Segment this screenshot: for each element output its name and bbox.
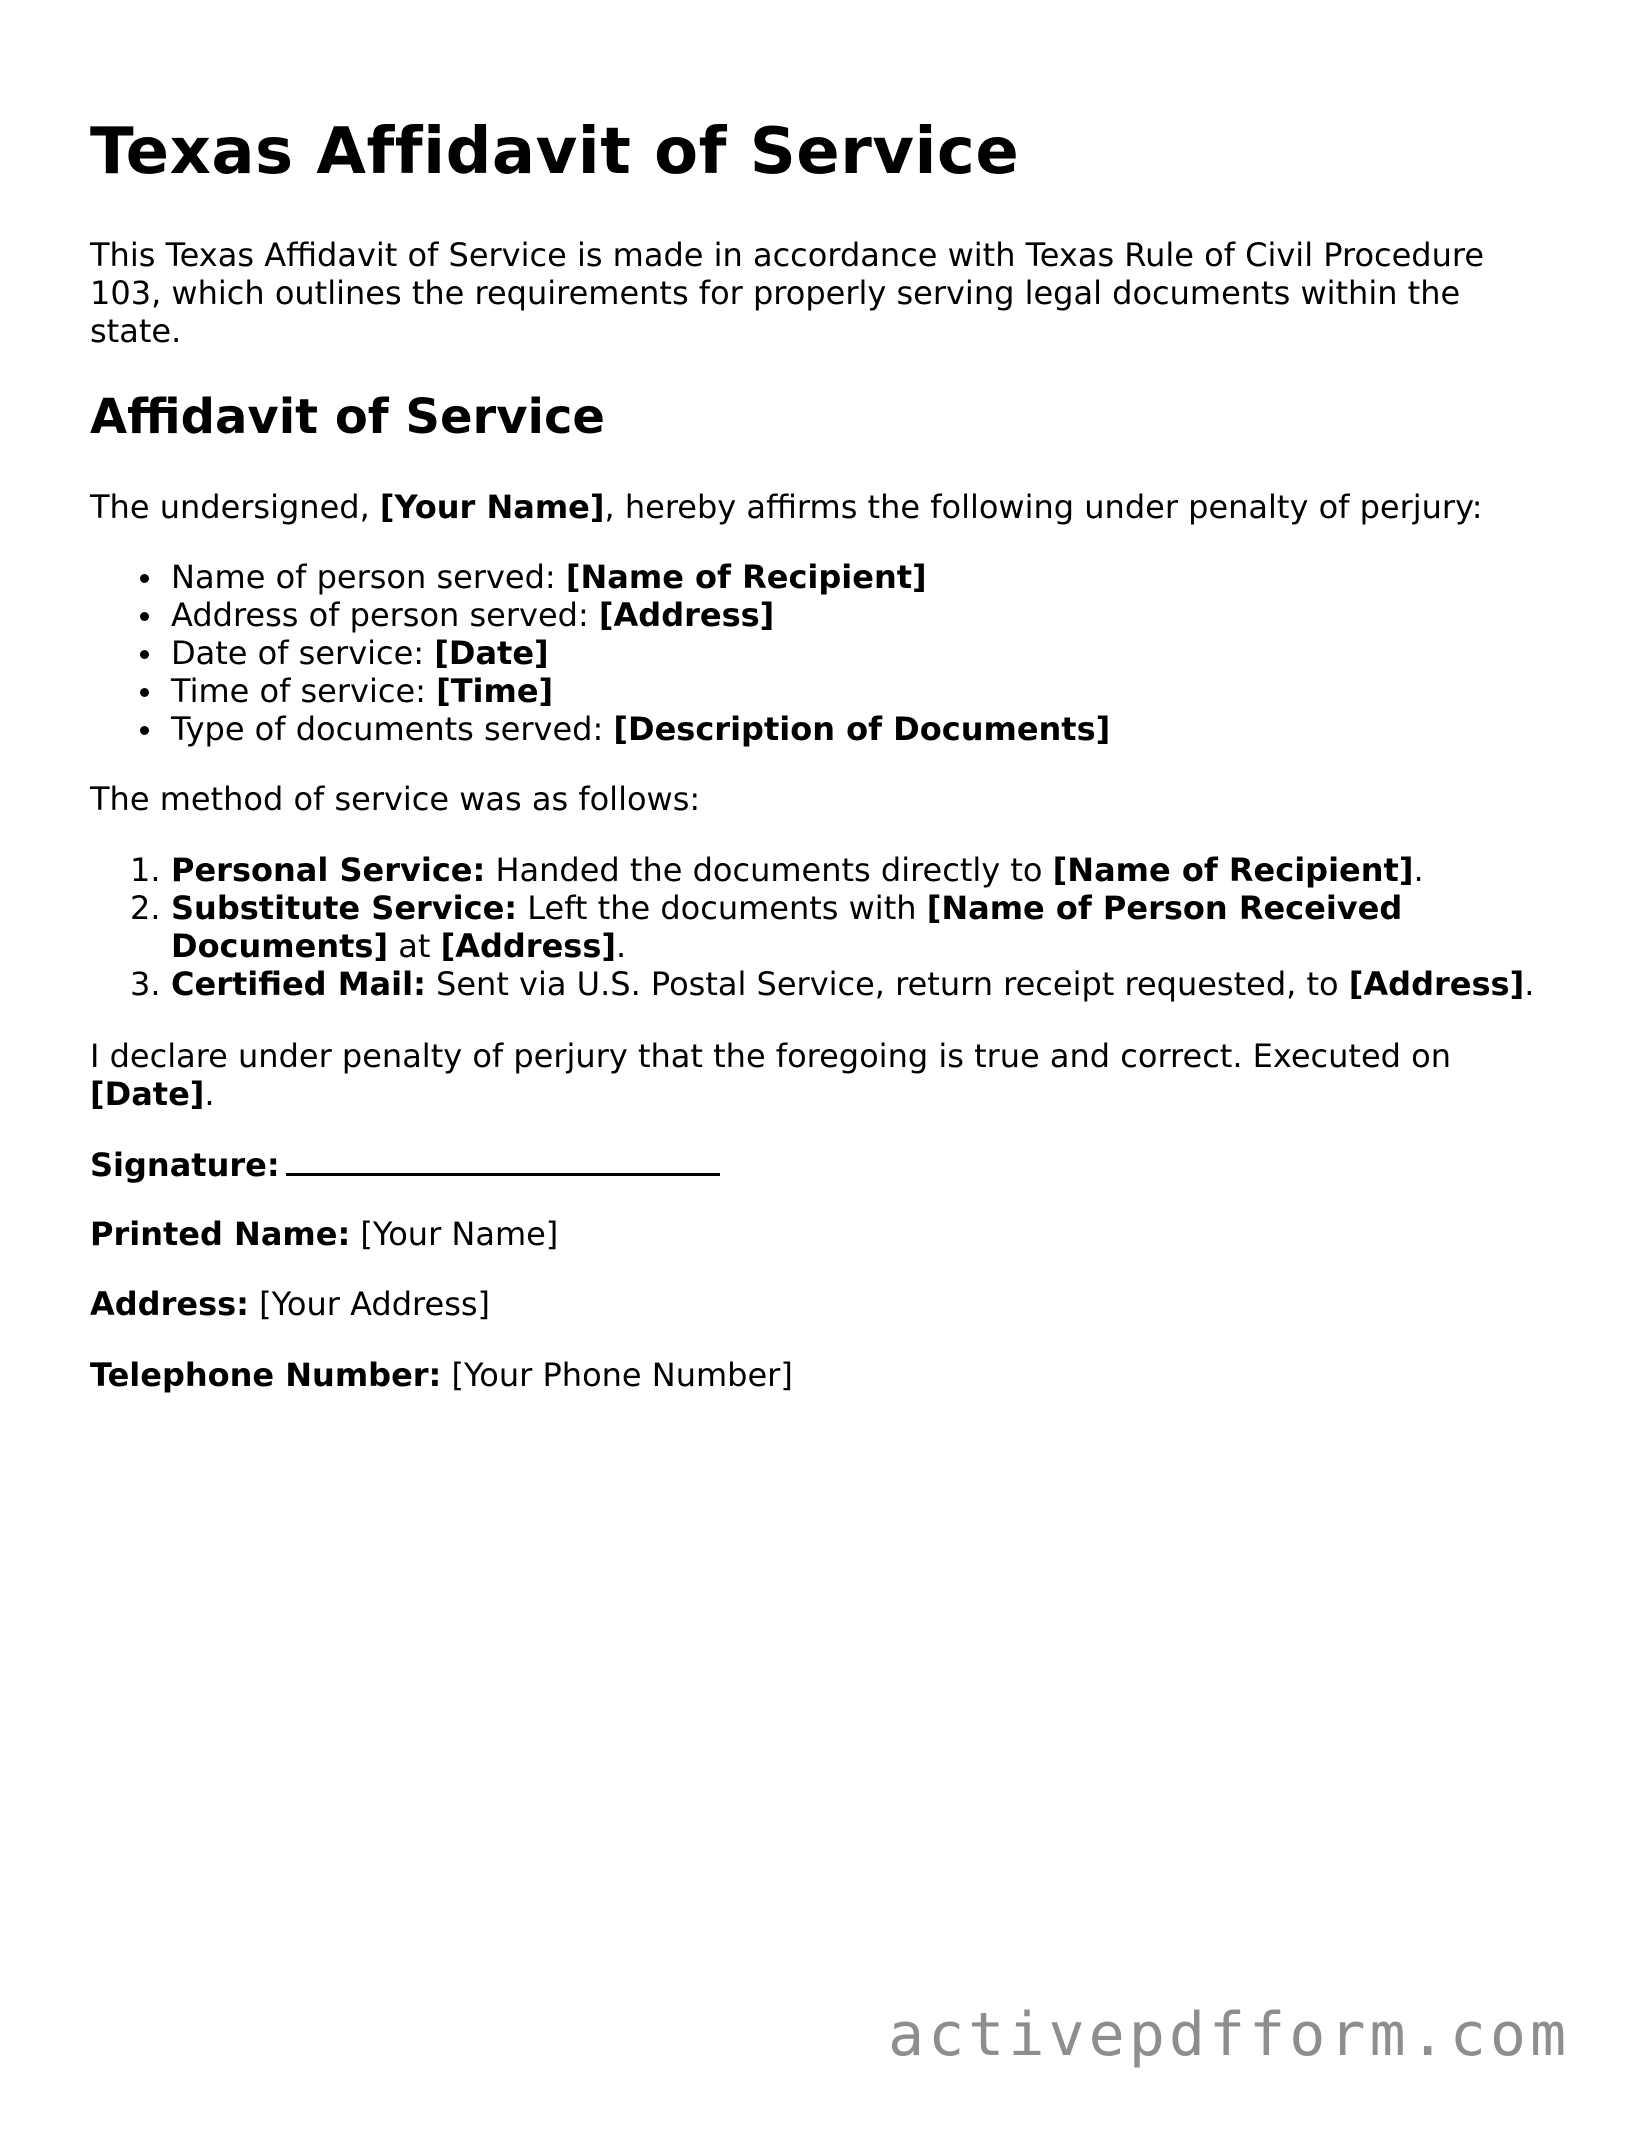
bullet-icon (140, 574, 149, 583)
list-item: Date of service: [Date] (90, 634, 1110, 672)
list-item: Name of person served: [Name of Recipient] (90, 558, 1110, 596)
telephone-value: [Your Phone Number] (441, 1356, 793, 1394)
printed-name-value: [Your Name] (350, 1215, 559, 1253)
declaration-statement: I declare under penalty of perjury that the foregoing is true and correct. Executed on [Date]. (90, 1037, 1451, 1113)
affirmation-statement: The undersigned, [Your Name], hereby affirms the following under penalty of perjury: (90, 488, 1483, 526)
list-item: Address of person served: [Address] (90, 596, 1110, 634)
bullet-icon (140, 726, 149, 735)
list-item: Type of documents served: [Description of Documents] (90, 710, 1110, 748)
telephone-row: Telephone Number: [Your Phone Number] (90, 1356, 793, 1394)
printed-name-row: Printed Name: [Your Name] (90, 1215, 559, 1253)
affiant-name-placeholder: [Your Name] (379, 488, 605, 526)
signature-line[interactable] (286, 1145, 720, 1176)
list-item: Time of service: [Time] (90, 672, 1110, 710)
signature-row (90, 1145, 720, 1184)
bullet-icon (140, 612, 149, 621)
signature-label: Signature: (90, 1146, 280, 1184)
method-intro: The method of service was as follows: (90, 780, 701, 818)
execution-date-placeholder: [Date] (90, 1075, 205, 1113)
intro-paragraph: This Texas Affidavit of Service is made in accordance with Texas Rule of Civil Procedure 103, which outlines the requirements for properly serving legal documents within the state. (90, 236, 1485, 350)
section-heading: Affidavit of Service (90, 389, 605, 445)
watermark: activepdfform.com (888, 2000, 1571, 2070)
service-methods-list (90, 851, 1560, 1003)
list-item: 3. Certified Mail: Sent via U.S. Postal Service, return receipt requested, to [Address]. (130, 965, 1535, 1003)
document-title: Texas Affidavit of Service (90, 115, 1020, 189)
address-value: [Your Address] (248, 1285, 491, 1323)
bullet-icon (140, 650, 149, 659)
service-details-list (90, 558, 1110, 748)
bullet-icon (140, 688, 149, 697)
address-row: Address: [Your Address] (90, 1285, 491, 1323)
list-item: 2. Substitute Service: Left the documents with [Name of Person Received Documents] at [Address]. (130, 889, 1403, 965)
list-item: 1. Personal Service: Handed the documents directly to [Name of Recipient]. (130, 851, 1424, 889)
